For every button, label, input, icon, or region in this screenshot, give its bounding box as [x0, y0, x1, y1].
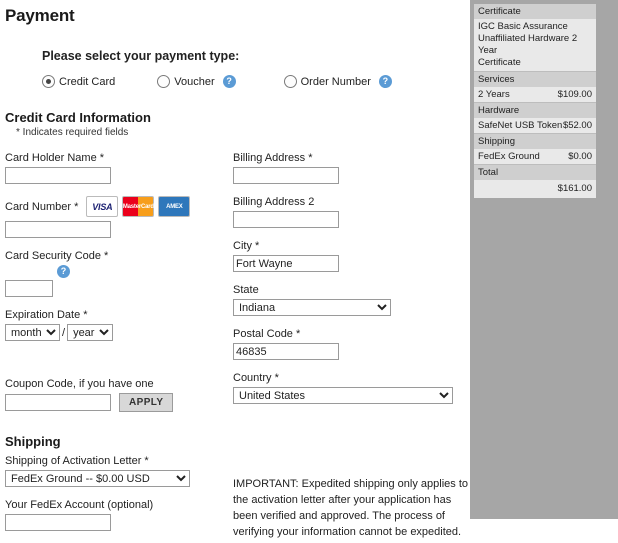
- summary-shipping-item: FedEx Ground: [478, 150, 540, 162]
- apply-coupon-button[interactable]: APPLY: [119, 393, 173, 412]
- accepted-cards: [86, 196, 190, 217]
- card-number-input[interactable]: [5, 221, 111, 238]
- summary-total-header: Total: [474, 164, 596, 180]
- card-holder-input[interactable]: [5, 167, 111, 184]
- city-label: City *: [233, 240, 260, 252]
- state-label: State: [233, 284, 259, 296]
- radio-order-number[interactable]: [284, 75, 371, 88]
- payment-type-radio-group: [42, 75, 470, 88]
- radio-credit-card-label: Credit Card: [59, 75, 116, 88]
- card-number-label-row: [5, 196, 220, 217]
- postal-code-input[interactable]: [233, 343, 339, 360]
- state-select[interactable]: [233, 299, 391, 316]
- coupon-input[interactable]: [5, 394, 111, 411]
- order-summary-box: [474, 4, 596, 198]
- required-fields-note: * Indicates required fields: [16, 127, 129, 138]
- country-select[interactable]: [233, 387, 453, 404]
- summary-services-item: 2 Years: [478, 88, 510, 100]
- expiration-row: [5, 324, 220, 341]
- security-code-input-row: [5, 280, 220, 297]
- country-label: Country *: [233, 372, 279, 384]
- billing-address1-input[interactable]: [233, 167, 339, 184]
- radio-credit-card[interactable]: [42, 75, 115, 88]
- help-icon-security-code[interactable]: ?: [57, 265, 70, 278]
- radio-credit-card-indicator[interactable]: [42, 75, 55, 88]
- help-icon-order-number[interactable]: ?: [379, 75, 392, 88]
- city-field: [233, 240, 458, 272]
- card-holder-label: Card Holder Name *: [5, 152, 105, 164]
- summary-hardware-row: [474, 118, 596, 133]
- billing-address1-field: [233, 152, 458, 184]
- state-field: [233, 284, 458, 316]
- summary-certificate-line-1: IGC Basic Assurance: [478, 21, 568, 32]
- postal-code-field: [233, 328, 458, 360]
- coupon-label: Coupon Code, if you have one: [5, 378, 154, 390]
- order-summary-panel: [470, 0, 618, 519]
- card-number-label: Card Number *: [5, 200, 79, 213]
- radio-voucher[interactable]: [157, 75, 214, 88]
- expiration-year-select[interactable]: [67, 324, 113, 341]
- summary-hardware-header: Hardware: [474, 102, 596, 118]
- city-input[interactable]: [233, 255, 339, 272]
- radio-voucher-indicator[interactable]: [157, 75, 170, 88]
- summary-services-row: [474, 87, 596, 102]
- shipping-section-heading: Shipping: [5, 434, 61, 449]
- shipping-section: [0, 455, 470, 538]
- expiration-separator: /: [62, 326, 66, 339]
- payment-type-heading: Please select your payment type:: [42, 49, 240, 63]
- shipping-important-note: IMPORTANT: Expedited shipping only applies to the activation letter after your application has been verified and approved. The process of verifying your information cannot be expedited.: [233, 478, 468, 538]
- left-form-column: [5, 152, 220, 353]
- expiration-field: [5, 309, 220, 341]
- help-icon-voucher[interactable]: ?: [223, 75, 236, 88]
- summary-services-header: Services: [474, 71, 596, 87]
- summary-hardware-amount: $52.00: [562, 119, 592, 131]
- radio-order-number-label: Order Number: [300, 75, 371, 88]
- summary-shipping-amount: $0.00: [568, 150, 592, 162]
- summary-total-amount: $161.00: [557, 182, 592, 194]
- summary-hardware-item: SafeNet USB Token: [478, 119, 563, 131]
- security-code-field: [5, 250, 220, 297]
- card-holder-field: [5, 152, 220, 184]
- right-form-column: [233, 152, 458, 416]
- security-code-label: Card Security Code *: [5, 250, 109, 262]
- shipping-left-column: [5, 455, 205, 543]
- security-code-input[interactable]: [5, 280, 53, 297]
- summary-shipping-row: [474, 149, 596, 164]
- mastercard-icon: MasterCard: [122, 196, 154, 217]
- billing-address2-field: [233, 196, 458, 228]
- fedex-account-label: Your FedEx Account (optional): [5, 499, 154, 511]
- fedex-account-input[interactable]: [5, 514, 111, 531]
- visa-icon: VISA: [86, 196, 118, 217]
- activation-letter-label: Shipping of Activation Letter *: [5, 455, 149, 467]
- summary-certificate-line-3: Certificate: [478, 56, 521, 68]
- summary-certificate-header: Certificate: [474, 4, 596, 19]
- country-field: [233, 372, 458, 404]
- billing-address2-input[interactable]: [233, 211, 339, 228]
- expiration-month-select[interactable]: [5, 324, 60, 341]
- credit-card-section-heading: Credit Card Information: [5, 110, 151, 125]
- fedex-account-field: [5, 499, 205, 531]
- page-title: Payment: [5, 6, 75, 25]
- summary-total-row: [474, 180, 596, 198]
- card-number-field: [5, 196, 220, 238]
- billing-address2-label: Billing Address 2: [233, 196, 315, 208]
- summary-certificate-line-2: Unaffiliated Hardware 2 Year: [478, 32, 578, 56]
- billing-address1-label: Billing Address *: [233, 152, 313, 164]
- radio-order-number-indicator[interactable]: [284, 75, 297, 88]
- activation-letter-select[interactable]: [5, 470, 190, 487]
- amex-icon: AMEX: [158, 196, 190, 217]
- postal-code-label: Postal Code *: [233, 328, 301, 340]
- summary-services-amount: $109.00: [557, 88, 592, 100]
- expiration-label: Expiration Date *: [5, 309, 88, 321]
- summary-shipping-header: Shipping: [474, 133, 596, 149]
- summary-certificate-lines: [474, 19, 596, 71]
- activation-letter-field: [5, 455, 205, 487]
- radio-voucher-label: Voucher: [174, 75, 215, 88]
